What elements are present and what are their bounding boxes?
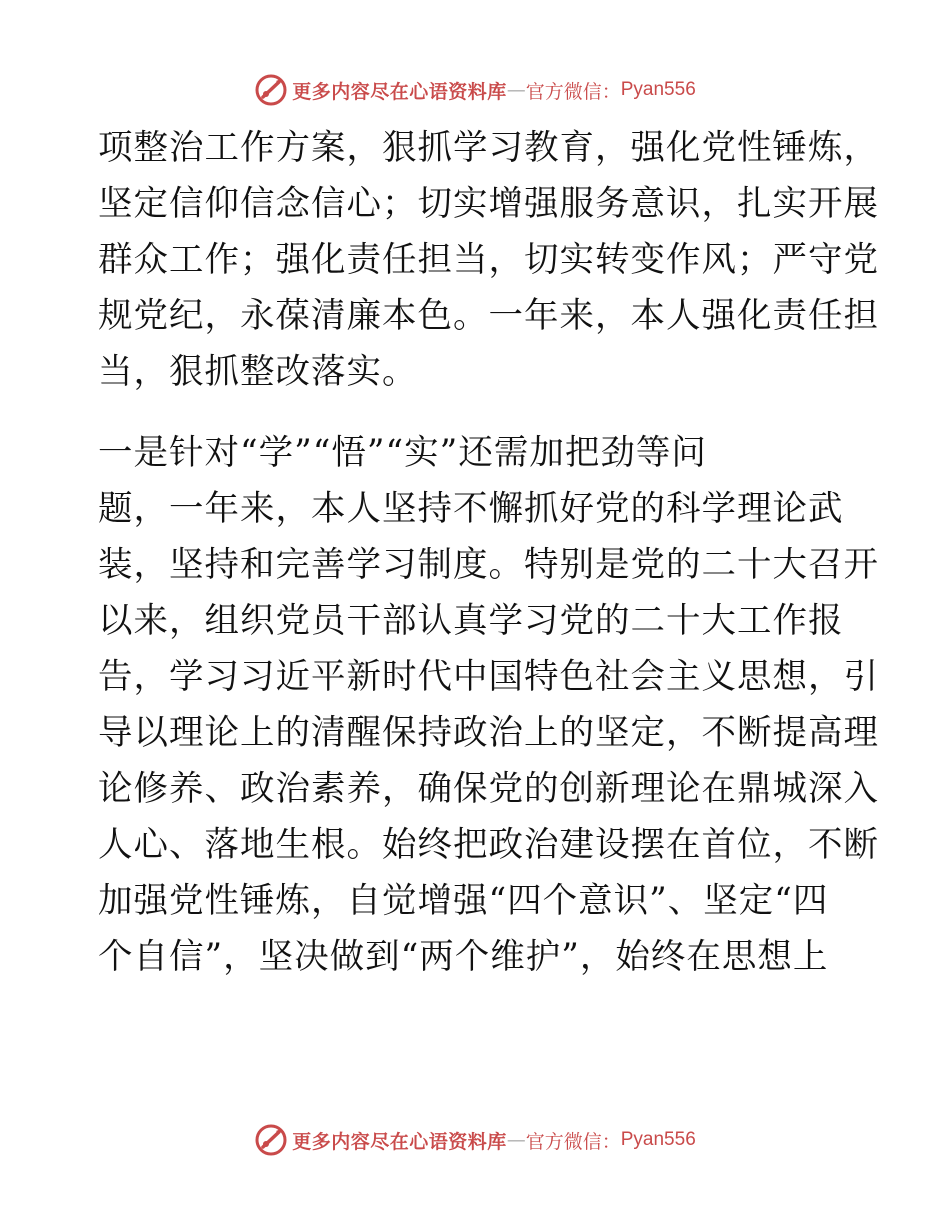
text-line: 论修养、政治素养，确保党的创新理论在鼎城深入 <box>98 769 879 809</box>
watermark-wechat-id: Pyan556 <box>620 79 696 100</box>
text-line: 加强党性锤炼，自觉增强“四个意识”、坚定“四 <box>98 881 829 921</box>
text-line: 以来，组织党员干部认真学习党的二十大工作报 <box>98 601 844 641</box>
text-line: 人心、落地生根。始终把政治建设摆在首位，不断 <box>98 825 879 865</box>
footer-watermark <box>0 1120 950 1160</box>
watermark-wechat-label: 官方微信： <box>525 1130 621 1153</box>
watermark-site-text: 更多内容尽在心语资料库 <box>292 80 507 103</box>
text-line: 坚定信仰信念信心；切实增强服务意识，扎实开展 <box>98 184 879 224</box>
text-line: 项整治工作方案，狠抓学习教育，强化党性锤炼， <box>98 128 879 168</box>
text-line: 个自信”，坚决做到“两个维护”，始终在思想上 <box>98 937 829 977</box>
logo-icon <box>254 1123 288 1157</box>
watermark-separator: — <box>506 1129 526 1151</box>
watermark-separator: — <box>506 79 526 101</box>
text-line: 当，狠抓整改落实。 <box>98 352 418 392</box>
text-line: 告，学习习近平新时代中国特色社会主义思想，引 <box>98 657 879 697</box>
text-line: 装，坚持和完善学习制度。特别是党的二十大召开 <box>98 545 879 585</box>
text-line: 规党纪，永葆清廉本色。一年来，本人强化责任担 <box>98 296 879 336</box>
text-line: 题，一年来，本人坚持不懈抓好党的科学理论武 <box>98 489 844 529</box>
watermark-site-text: 更多内容尽在心语资料库 <box>292 1130 507 1153</box>
text-line: 导以理论上的清醒保持政治上的坚定，不断提高理 <box>98 713 879 753</box>
watermark-wechat-label: 官方微信： <box>525 80 621 103</box>
watermark-wechat-id: Pyan556 <box>620 1129 696 1150</box>
text-line: 一是针对“学”“悟”“实”还需加把劲等问 <box>98 433 707 473</box>
text-line: 群众工作；强化责任担当，切实转变作风；严守党 <box>98 240 879 280</box>
